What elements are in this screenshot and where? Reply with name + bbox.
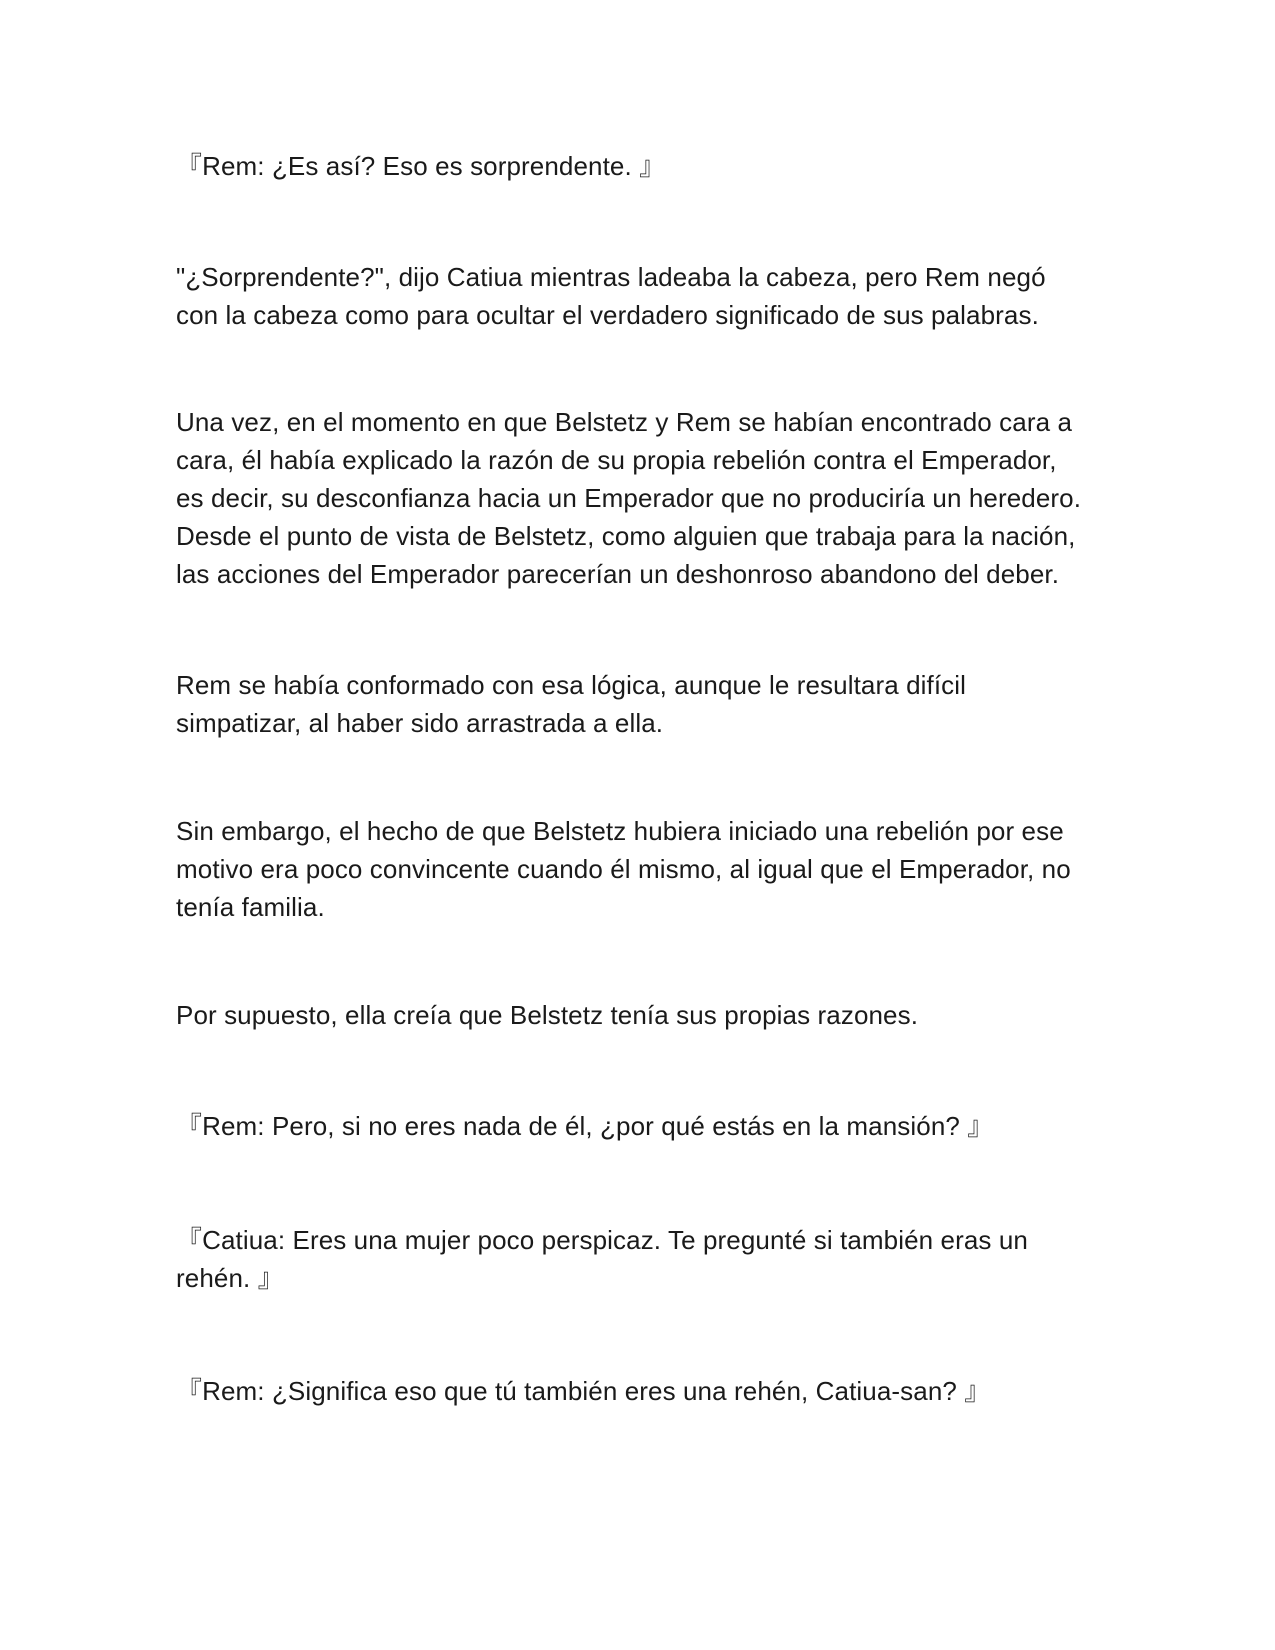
text-line: las acciones del Emperador parecerían un deshonroso abandono del deber.	[176, 559, 1060, 589]
text-line: con la cabeza como para ocultar el verdadero significado de sus palabras.	[176, 300, 1039, 330]
text-line: 『Rem: ¿Es así? Eso es sorprendente. 』	[176, 151, 666, 181]
text-line: rehén. 』	[176, 1263, 284, 1293]
text-line: Una vez, en el momento en que Belstetz y Rem se habían encontrado cara a	[176, 407, 1073, 437]
text-line: Desde el punto de vista de Belstetz, como alguien que trabaja para la nación,	[176, 521, 1076, 551]
text-line: tenía familia.	[176, 892, 325, 922]
text-line: Sin embargo, el hecho de que Belstetz hubiera iniciado una rebelión por ese	[176, 816, 1064, 846]
text-line: simpatizar, al haber sido arrastrada a ella.	[176, 708, 664, 738]
text-line: es decir, su desconfianza hacia un Emperador que no produciría un heredero.	[176, 483, 1082, 513]
paragraph-6	[176, 996, 1106, 1034]
text-line: 『Rem: ¿Significa eso que tú también eres una rehén, Catiua-san? 』	[176, 1376, 991, 1406]
paragraph-5	[176, 812, 1106, 926]
text-line: 『Catiua: Eres una mujer poco perspicaz. Te pregunté si también eras un	[176, 1225, 1028, 1255]
paragraph-7	[176, 1107, 1106, 1145]
text-line: Por supuesto, ella creía que Belstetz tenía sus propias razones.	[176, 1000, 919, 1030]
paragraph-8	[176, 1221, 1106, 1297]
text-line: Rem se había conformado con esa lógica, aunque le resultara difícil	[176, 670, 967, 700]
paragraph-1	[176, 147, 1106, 185]
paragraph-3	[176, 403, 1106, 593]
text-line: "¿Sorprendente?", dijo Catiua mientras ladeaba la cabeza, pero Rem negó	[176, 262, 1046, 292]
paragraph-9	[176, 1372, 1106, 1410]
text-line: cara, él había explicado la razón de su propia rebelión contra el Emperador,	[176, 445, 1057, 475]
text-line: motivo era poco convincente cuando él mismo, al igual que el Emperador, no	[176, 854, 1071, 884]
paragraph-2	[176, 258, 1106, 334]
paragraph-4	[176, 666, 1106, 742]
text-line: 『Rem: Pero, si no eres nada de él, ¿por qué estás en la mansión? 』	[176, 1111, 994, 1141]
